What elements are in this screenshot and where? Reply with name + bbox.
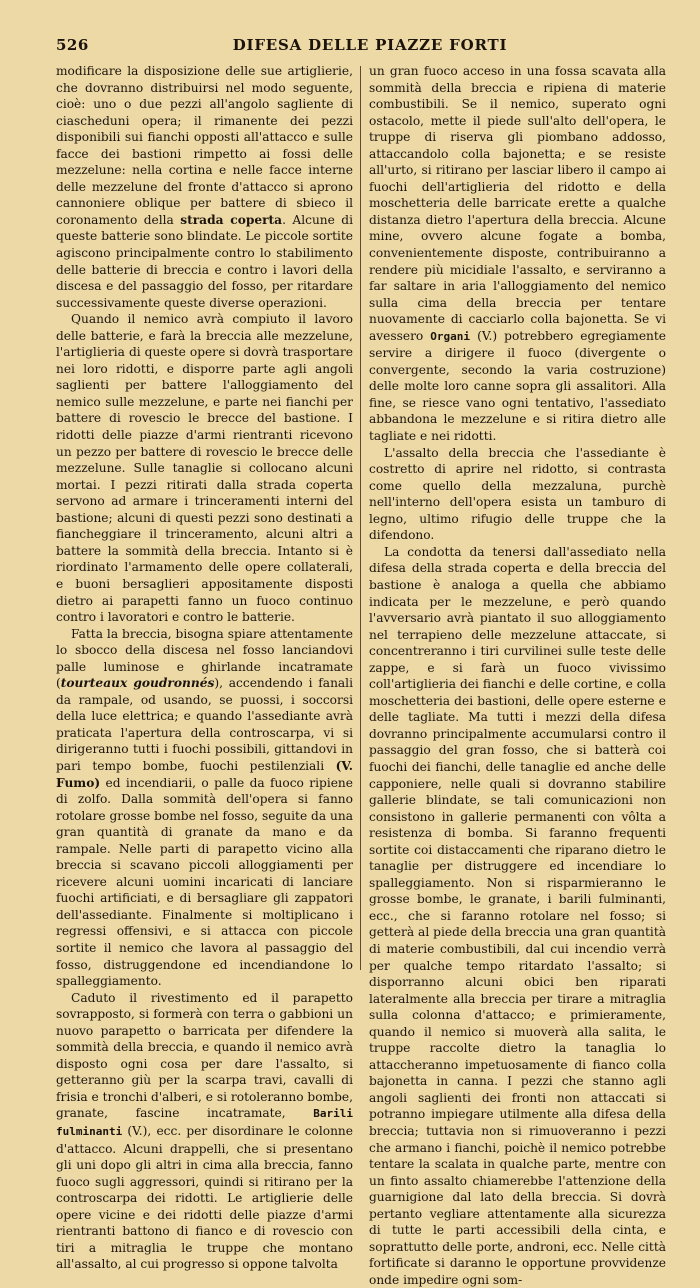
- left-column: [56, 63, 353, 1273]
- emphasis-text: tourteaux goudronnés: [60, 676, 215, 691]
- paragraph: [369, 63, 666, 445]
- paragraph: [369, 544, 666, 1288]
- paragraph: [56, 311, 353, 625]
- paragraph: [369, 445, 666, 544]
- page-number: 526: [56, 36, 89, 54]
- running-title: DIFESA DELLE PIAZZE FORTI: [232, 36, 508, 54]
- text-run: (V.) potrebbero egregiamente servire a dirigere il fuoco (divergente o convergente, secondo la varia costruzione) delle molte loro canne sopra gli assalitori. Alla fine, se riesce vano ogni tentativo, l'assediato abbandona le mezzelune e si ritira dietro alle tagliate e nei ridotti.: [369, 328, 667, 444]
- text-run: Caduto il rivestimento ed il parapetto sovrapposto, si formerà con terra o gabbioni un nuovo parapetto o barricata per difendere la sommità della breccia, e quando il nemico avrà disposto ogni cosa per dare l'assalto, si getteranno giù per la scarpa travi, cavalli di frisia e tronchi d'alberi, e si rotoleranno bombe, granate, fascine incatramate,: [56, 990, 353, 1121]
- paragraph: [56, 626, 353, 990]
- text-run: L'assalto della breccia che l'assediante è costretto di aprire nel ridotto, si contrasta come quello della mezzaluna, purchè nell'interno dell'opera esista un tamburo di legno, ultimo rifugio delle truppe che la difendono.: [369, 445, 666, 543]
- paragraph: [56, 63, 353, 311]
- paragraph: [56, 990, 353, 1273]
- text-run: un gran fuoco acceso in una fossa scavata alla sommità della breccia e ripiena di materie combustibili. Se il nemico, superato ogni ostacolo, mette il piede sull'alto dell'opera, le truppe di riserva gli piombano addosso, attaccandolo colla bajonetta; e se resiste all'urto, si ritirano per lasciar libero il campo ai fuochi dell'artiglieria del ridotto e della moschetteria delle barricate erette a qualche distanza dietro l'apertura della breccia. Alcune mine, ovvero alcune fogate a bomba, convenientemente disposte, contribuiranno a rendere più micidiale l'assalto, e serviranno a far saltare in aria l'alloggiamento del nemico sulla cima della breccia per tentare nuovamente di cacciarlo colla bajonetta. Se vi avessero: [369, 64, 666, 343]
- text-run: Quando il nemico avrà compiuto il lavoro delle batterie, e farà la breccia alle mezzelune, l'artiglieria di queste opere si dovrà trasportare nei loro ridotti, e disporre parte agli angoli saglienti per battere l'alloggiamento del nemico sulle mezzelune, e parte nei fianchi per battere di rovescio le brecce del bastione. I ridotti delle piazze d'armi rientranti ricevono un pezzo per battere di rovescio le brecce delle mezzelune. Sulle tanaglie si collocano alcuni mortai. I pezzi ritirati dalla strada coperta servono ad armare i trinceramenti interni del bastione; alcuni di questi pezzi sono destinati a fiancheggiare il trinceramento, alcuni altri a battere la sommità della breccia. Intanto si è riordinato l'armamento delle opere collaterali, e buoni bersaglieri appositamente disposti dietro ai parapetti fanno un fuoco continuo contro i lavoratori e contro le batterie.: [56, 312, 353, 625]
- emphasis-text: (V. Fumo): [56, 758, 353, 790]
- text-run: ), accendendo i fanali da rampale, od usando, se puossi, i soccorsi della luce elettrica; e quando l'assediante avrà praticata l'apertura della controscarpa, vi si dirigeranno tutti i fuochi possibili, gittandovi in pari tempo bombe, fuochi pestilenziali: [56, 676, 353, 773]
- text-run: La condotta da tenersi dall'assediato nella difesa della strada coperta e della breccia del bastione è analoga a quella che abbiamo indicata per le mezzelune, e però quando l'avversario avrà piantato il suo alloggiamento nel terrapieno delle mezzelune attaccate, si concentreranno i tiri curvilinei sulle teste delle zappe, e si farà un fuoco vivissimo coll'artiglieria dei fianchi e delle cortine, e colla moschetteria dei bastioni, delle opere esterne e delle tagliate. Ma tutti i mezzi della difesa dovranno principalmente accumularsi contro il passaggio del gran fosso, che si batterà coi fuochi dei fianchi, delle tanaglie ed anche delle capponiere, nelle quali si dovranno stabilire gallerie blindate, se tali comunicazioni non consistono in gallerie permanenti con vôlta a resistenza di bomba. Si faranno frequenti sortite coi distaccamenti che riparano dietro le tanaglie per distruggere ed incendiare lo spalleggiamento. Non si risparmieranno le grosse bombe, le granate, i barili fulminanti, ecc., che si faranno rotolare nel fosso; si getterà al piede della breccia una gran quantità di materie combustibili, dal cui incendio verrà per qualche tempo ritardato l'assalto; si disporranno alcuni obici ben riparati lateralmente alla breccia per tirare a mitraglia sulla colonna d'attacco; e primieramente, quando il nemico si muoverà alla salita, le truppe raccolte dietro la tanaglia lo attaccheranno impetuosamente di fianco colla bajonetta in canna. I pezzi che stanno agli angoli saglienti dei fronti non attaccati si potranno impiegare utilmente alla difesa della breccia; tuttavia non si rimuoveranno i pezzi che armano i fianchi, poichè il nemico potrebbe tentare la scalata in qualche parte, mentre con un finto assalto chiamerebbe l'attenzione della guarnigione dal lato della breccia. Si dovrà pertanto vegliare attentamente alla sicurezza di tutte le parti accessibili della cinta, e soprattutto delle porte, androni, ecc. Nelle città fortificate si daranno le opportune provvidenze onde impedire ogni som-: [369, 544, 666, 1287]
- text-run: (V.), ecc. per disordinare le colonne d'attacco. Alcuni drappelli, che si presentano gli uni dopo gli altri in cima alla breccia, fanno fuoco sugli aggressori, quindi si ritirano per la controscarpa dei ridotti. Le artiglierie delle opere vicine e dei ridotti delle piazze d'armi rientranti battono di fianco e di rovescio con tiri a mitraglia le truppe che montano all'assalto, al cui progresso si oppone talvolta: [56, 1124, 353, 1272]
- text-run: Fatta la breccia, bisogna spiare attentamente lo sbocco della discesa nel fosso lanciandovi palle luminose e ghirlande incatramate (: [56, 626, 353, 691]
- text-run: modificare la disposizione delle sue artiglierie, che dovranno distribuirsi nel modo seguente, cioè: uno o due pezzi all'angolo sagliente di ciascheduni opera; il rimanente dei pezzi disponibili sui fianchi opposti all'attacco e sulle facce dei bastioni rimpetto ai fossi delle mezzelune: nella cortina e nelle facce interne delle mezzelune del fronte d'attacco si aprono cannoniere oblique per battere di sbieco il coronamento della: [56, 64, 353, 227]
- emphasis-text: Organi: [430, 329, 471, 343]
- column-divider: [360, 66, 361, 970]
- text-run: ed incendiarii, o palle da fuoco ripiene di zolfo. Dalla sommità dell'opera si fanno rotolare grosse bombe nel fosso, seguite da una gran quantità di granate da mano e da rampale. Nelle parti di parapetto vicino alla breccia si scavano piccoli alloggiamenti per ricevere alcuni uomini incaricati di lanciare fuochi artificiati, e di bersagliare gli zappatori dell'assediante. Finalmente si moltiplicano i regressi offensivi, e si attacca con piccole sortite il nemico che lavora al passaggio del fosso, distruggendone ed incendiandone lo spalleggiamento.: [56, 775, 353, 989]
- emphasis-text: Barili fulminanti: [56, 1107, 353, 1138]
- emphasis-text: strada coperta: [180, 212, 283, 227]
- text-run: . Alcune di queste batterie sono blindate. Le piccole sortite agiscono principalmente contro lo stabilimento delle batterie di breccia e contro i lavori della discesa e del passaggio del fosso, per ritardare successivamente queste diverse operazioni.: [56, 212, 353, 310]
- right-column: [369, 63, 666, 1288]
